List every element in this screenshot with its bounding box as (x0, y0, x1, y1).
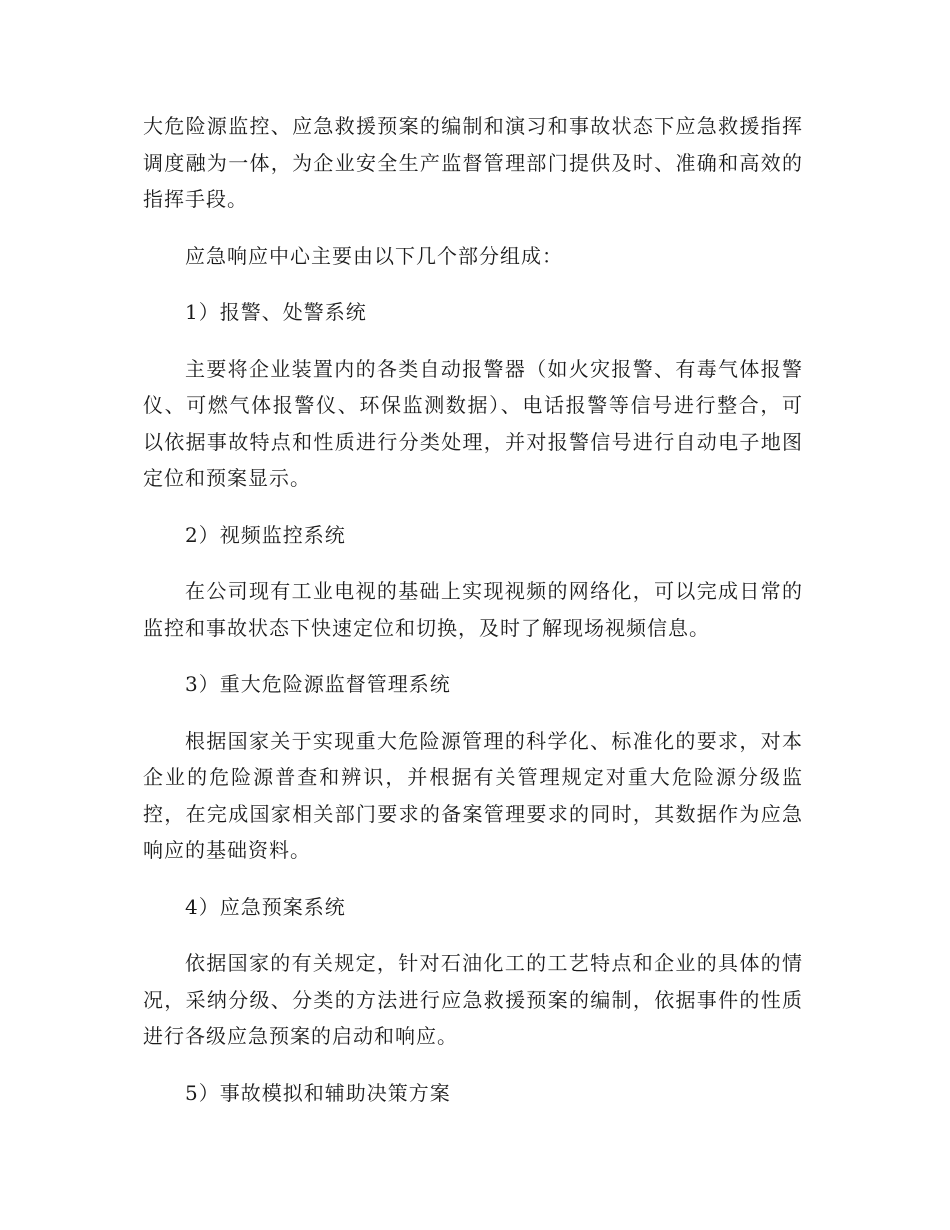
paragraph-alarm-system: 主要将企业装置内的各类自动报警器（如火灾报警、有毒气体报警仪、可燃气体报警仪、环保监测数据）、电话报警等信号进行整合，可以依据事故特点和性质进行分类处理，并对报警信号进行自动电子地图定位和预案显示。 (143, 356, 803, 490)
paragraph-gap (143, 925, 803, 945)
paragraph-gap (143, 703, 803, 723)
paragraph-gap (143, 218, 803, 238)
paragraph-gap (143, 869, 803, 889)
document-body (143, 108, 803, 1111)
section-heading-emergency-plan: 4）应急预案系统 (185, 894, 346, 919)
paragraph-gap (143, 553, 803, 573)
section-heading-accident-simulation: 5）事故模拟和辅助决策方案 (185, 1080, 451, 1105)
section-heading-hazard-supervision: 3）重大危险源监督管理系统 (185, 672, 451, 696)
paragraph-gap (143, 497, 803, 517)
section-heading-alarm-system: 1）报警、处警系统 (185, 300, 367, 324)
paragraph-gap (143, 646, 803, 666)
paragraph-emergency-plan: 依据国家的有关规定，针对石油化工的工艺特点和企业的具体的情况，采纳分级、分类的方法进行应急救援预案的编制，依据事件的性质进行各级应急预案的启动和响应。 (143, 951, 803, 1048)
paragraph-components-intro: 应急响应中心主要由以下几个部分组成： (185, 243, 563, 268)
paragraph-intro-continuation: 大危险源监控、应急救援预案的编制和演习和事故状态下应急救援指挥调度融为一体，为企业安全生产监督管理部门提供及时、准确和高效的指挥手段。 (143, 114, 803, 211)
paragraph-hazard-supervision: 根据国家关于实现重大危险源管理的科学化、标准化的要求，对本企业的危险源普查和辨识，并根据有关管理规定对重大危险源分级监控，在完成国家相关部门要求的备案管理要求的同时，其数据作为应急响应的基础资料。 (143, 728, 803, 862)
paragraph-gap (143, 1055, 803, 1075)
paragraph-video-monitoring: 在公司现有工业电视的基础上实现视频的网络化，可以完成日常的监控和事故状态下快速定位和切换，及时了解现场视频信息。 (143, 579, 803, 640)
section-heading-video-monitoring: 2）视频监控系统 (185, 522, 346, 547)
paragraph-gap (143, 274, 803, 294)
paragraph-gap (143, 331, 803, 351)
